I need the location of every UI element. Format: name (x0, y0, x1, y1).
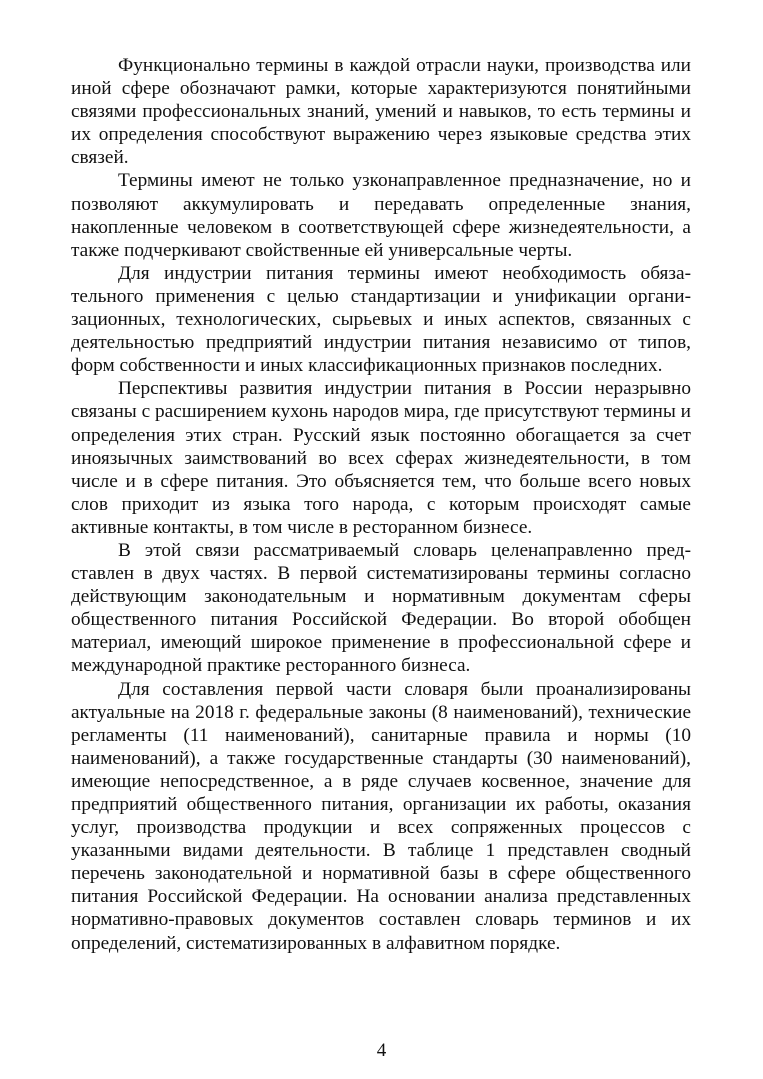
paragraph: Термины имеют не только узконаправленное предназначение, но и позволяют аккумулировать и передавать определенные знания, накопленные человеком в соответствующей сфере жизнедеятельности, а также подчеркивают свойственные ей универсальные черты. (71, 170, 691, 261)
paragraph: В этой связи рассматриваемый словарь целенаправленно представлен в двух частях. В первой систематизированы термины согласно действующим законодательным и нормативным документам сферы общественного питания Российской Федерации. Во второй обобщен материал, имеющий широкое применение в профессиональной сфере и международной практике ресторанного бизнеса. (71, 539, 691, 677)
paragraph: Для составления первой части словаря были проанализированы актуальные на 2018 г. федеральные законы (8 наименований), технические регламенты (11 наименований), санитарные правила и нормы (10 наименований), а также государственные стандарты (30 наименований), имеющие непосредственное, а в ряде случаев косвенное, значение для предприятий общественного питания, организации их работы, оказания услуг, производства продукции и всех сопряженных процессов с указанными видами деятельности. В таблице 1 представлен сводный перечень законодательной и нормативной базы в сфере общественного питания Российской Федерации. На основании анализа представленных нормативно-правовых документов составлен словарь терминов и их определений, систематизированных в алфавитном порядке. (71, 678, 691, 954)
paragraph: Для индустрии питания термины имеют необходимость обязательного применения с целью стандартизации и унификации организационных, технологических, сырьевых и иных аспектов, связанных с деятельностью предприятий индустрии питания независимо от типов, форм собственности и иных классификационных признаков последних. (71, 262, 691, 377)
page-number: 4 (376, 1040, 387, 1061)
document-body (71, 54, 691, 955)
paragraph: Функционально термины в каждой отрасли науки, производства или иной сфере обозначают рамки, которые характеризуются понятийными связями профессиональных знаний, умений и навыков, то есть термины и их определения способствуют выражению через языковые средства этих связей. (71, 55, 691, 169)
paragraph: Перспективы развития индустрии питания в России неразрывно связаны с расширением кухонь народов мира, где присутствуют термины и определения этих стран. Русский язык постоянно обогащается за счет иноязычных заимствований во всех сферах жизнедеятельности, в том числе и в сфере питания. Это объясняется тем, что больше всего новых слов приходит из языка того народа, с которым происходят самые активные контакты, в том числе в ресторанном бизнесе. (71, 378, 691, 538)
